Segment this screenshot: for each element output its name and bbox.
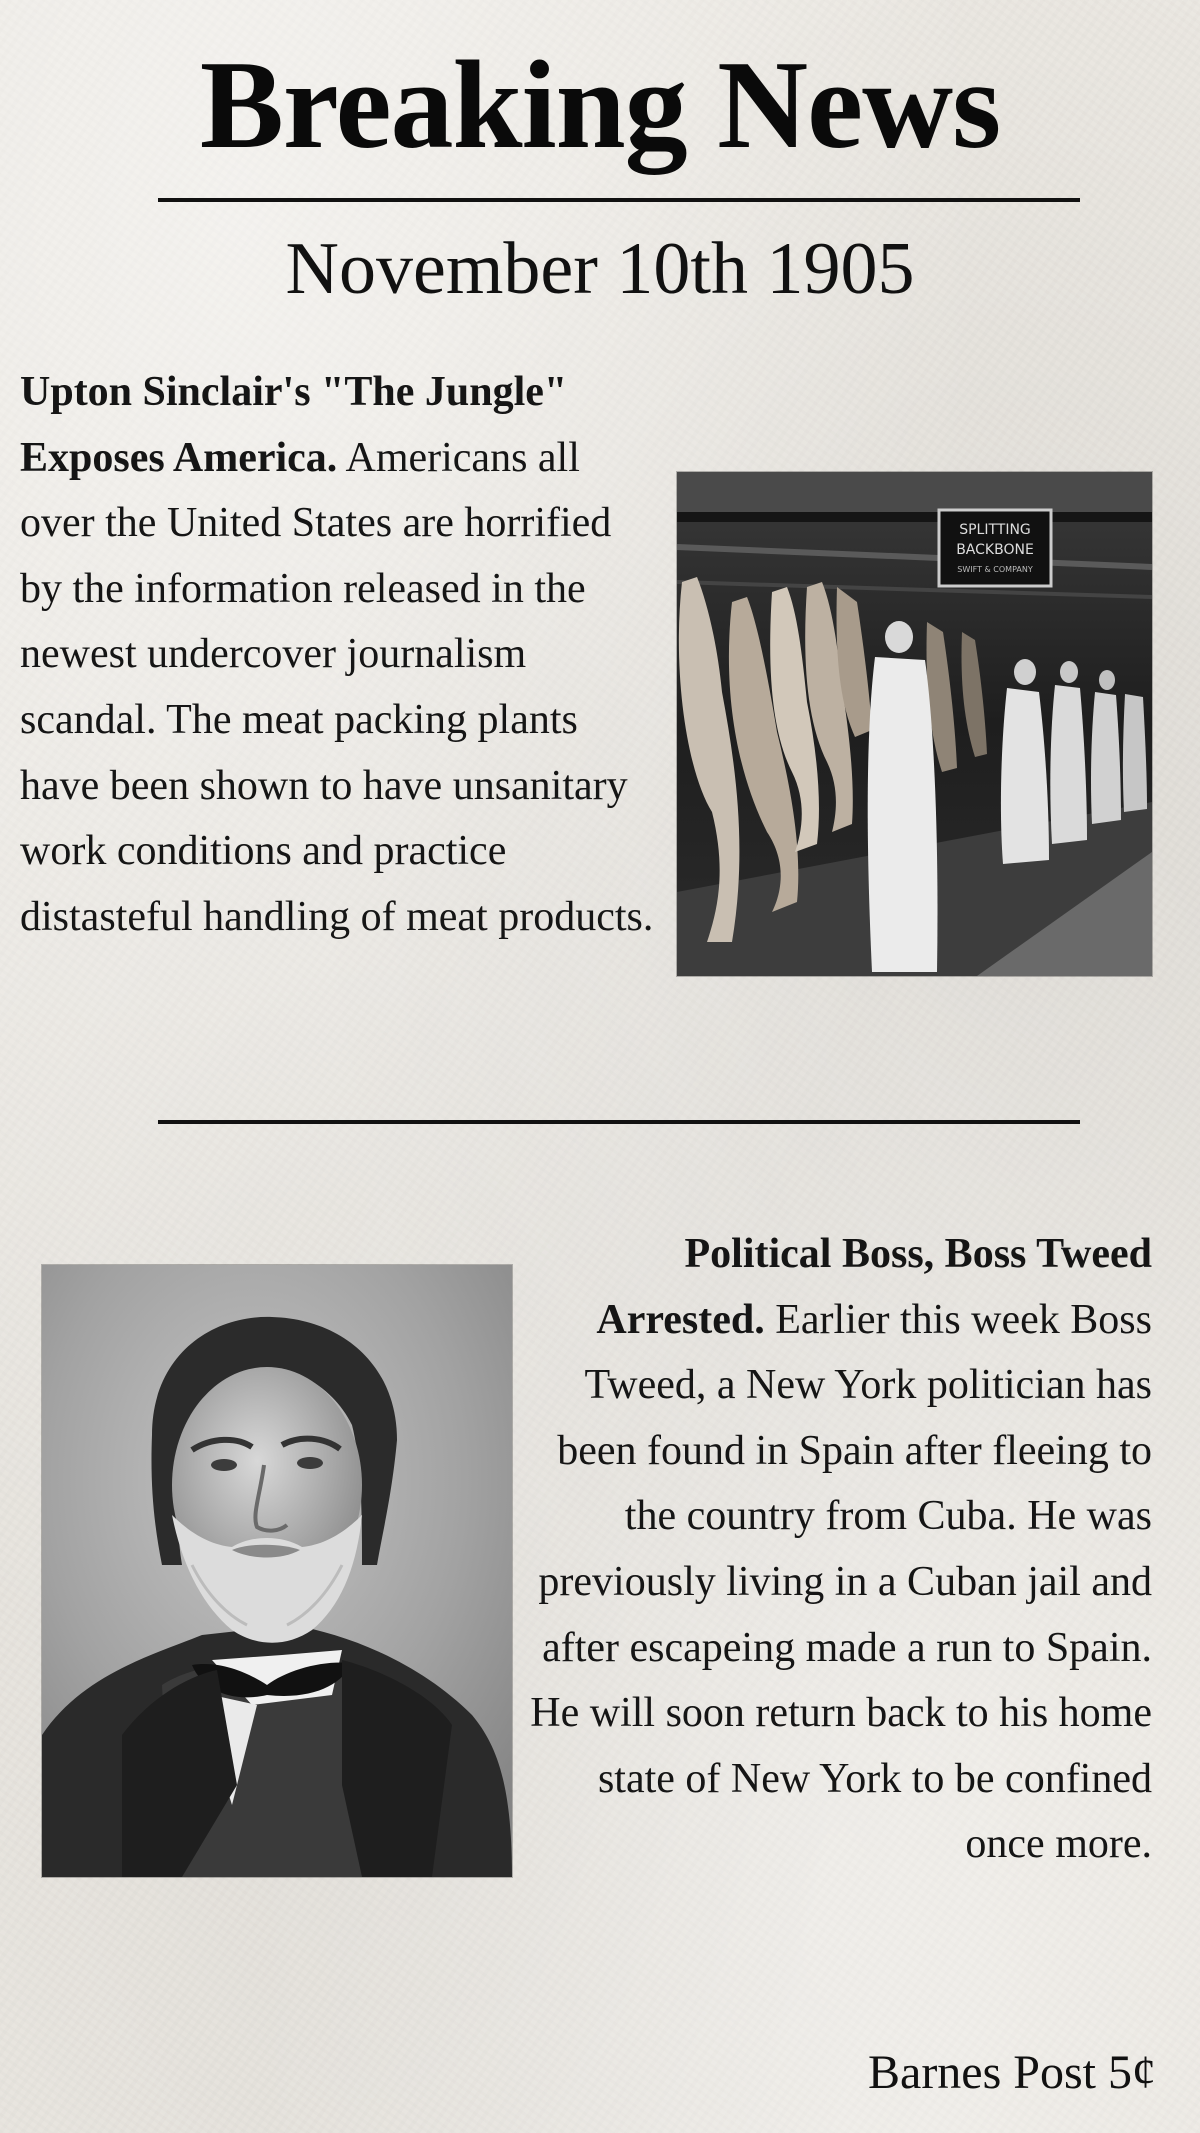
meatpacking-illustration xyxy=(677,472,1152,976)
portrait-illustration xyxy=(42,1265,512,1877)
sign-line-1: SPLITTING xyxy=(959,522,1031,538)
sign-line-2: BACKBONE xyxy=(956,542,1034,558)
footer-price: Barnes Post 5¢ xyxy=(868,2046,1156,2099)
section-divider xyxy=(158,1120,1080,1124)
story-tweed xyxy=(520,1222,1152,1878)
sign-line-3: SWIFT & COMPANY xyxy=(957,565,1033,574)
story-jungle-headline: Upton Sinclair's "The Jungle" Exposes America. xyxy=(20,369,568,481)
story-tweed-headline: Political Boss, Boss Tweed Arrested. xyxy=(596,1231,1152,1343)
story-tweed-body: Earlier this week Boss Tweed, a New York politician has been found in Spain after fleeing to the country from Cuba. He was previously living in a Cuban jail and after escapeing made a run to Spain. He will soon return back to his home state of New York to be confined once more. xyxy=(530,1296,1152,1868)
masthead-divider xyxy=(158,198,1080,202)
story-jungle xyxy=(20,360,660,950)
meatpacking-photo xyxy=(677,472,1152,976)
story-jungle-body: Americans all over the United States are horrified by the information released in the newest undercover journalism scandal. The meat packing plants have been shown to have unsanitary work conditions and practice distasteful handling of meat products. xyxy=(20,434,654,940)
boss-tweed-portrait xyxy=(42,1265,512,1877)
masthead-title: Breaking News xyxy=(199,36,1001,175)
dateline: November 10th 1905 xyxy=(285,228,915,310)
